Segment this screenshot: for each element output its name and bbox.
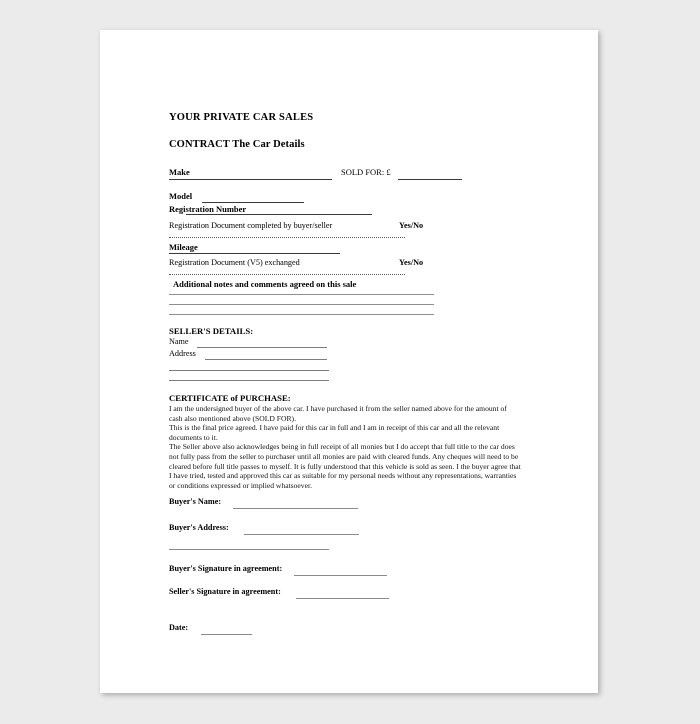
- mileage-label: Mileage: [169, 242, 198, 252]
- yes-no-option[interactable]: Yes/No: [399, 258, 424, 267]
- date-label: Date:: [169, 623, 189, 633]
- certificate-heading: CERTIFICATE of PURCHASE:: [169, 393, 291, 403]
- seller-name-label: Name: [169, 337, 189, 346]
- seller-address-write-line[interactable]: [169, 370, 329, 371]
- seller-name-row: [169, 337, 525, 349]
- mileage-row: [169, 242, 525, 255]
- seller-name-input-line[interactable]: [197, 347, 327, 348]
- registration-number-input-line[interactable]: [186, 214, 372, 215]
- buyer-address-input-line[interactable]: [244, 534, 359, 535]
- sold-for-label: SOLD FOR: £: [341, 167, 391, 177]
- buyer-signature-row: [169, 564, 525, 578]
- question-row-v5-exchanged: [169, 258, 525, 271]
- registration-number-row: [169, 204, 525, 217]
- page-title: YOUR PRIVATE CAR SALES: [169, 112, 314, 123]
- buyer-name-input-line[interactable]: [233, 508, 358, 509]
- seller-address-label: Address: [169, 349, 196, 358]
- yes-no-option[interactable]: Yes/No: [399, 221, 424, 230]
- make-label: Make: [169, 167, 190, 177]
- document-page: [100, 30, 598, 693]
- buyer-signature-label: Buyer's Signature in agreement:: [169, 564, 283, 574]
- buyer-address-label: Buyer's Address:: [169, 523, 229, 533]
- seller-address-write-line[interactable]: [169, 380, 329, 381]
- date-row: [169, 623, 525, 637]
- date-input-line[interactable]: [201, 634, 252, 635]
- notes-write-line[interactable]: [169, 304, 434, 305]
- question-row-registration-document: [169, 221, 525, 234]
- model-input-line[interactable]: [202, 202, 304, 203]
- additional-notes-label: Additional notes and comments agreed on this sale: [173, 279, 357, 289]
- buyer-address-row: [169, 523, 525, 537]
- model-row: [169, 191, 525, 204]
- registration-number-label: Registration Number: [169, 204, 247, 214]
- seller-address-input-line[interactable]: [205, 359, 327, 360]
- mileage-input-line[interactable]: [169, 253, 340, 254]
- buyer-name-row: [169, 497, 525, 511]
- notes-write-line[interactable]: [169, 294, 434, 295]
- contract-subtitle: CONTRACT The Car Details: [169, 139, 305, 150]
- buyer-address-write-line[interactable]: [169, 549, 329, 550]
- certificate-paragraph-3: The Seller above also acknowledges being in full receipt of all monies but I do accept that full title to the car does not fully pass from the seller to purchaser until all monies are paid with cleared funds. Any cheques will need to be cleared before full title passes to myself. It is fully understood that this vehicle is sold as seen. I the buyer agree that I have tried, tested and approved this car as suitable for my personal needs without any representations, warranties or conditions expressed or implied whatsoever.: [169, 442, 521, 490]
- sellers-details-heading: SELLER'S DETAILS:: [169, 326, 254, 336]
- dotted-separator: [169, 274, 405, 275]
- sold-for-input-line[interactable]: [398, 179, 462, 180]
- buyer-name-label: Buyer's Name:: [169, 497, 222, 507]
- seller-signature-line[interactable]: [296, 598, 389, 599]
- question-text: Registration Document (V5) exchanged: [169, 258, 300, 267]
- certificate-paragraph-1: I am the undersigned buyer of the above car. I have purchased it from the seller named above for the amount of cash also mentioned above (SOLD FOR).: [169, 404, 507, 423]
- make-row: [169, 167, 525, 181]
- buyer-signature-line[interactable]: [294, 575, 387, 576]
- contract-body: [169, 112, 525, 637]
- seller-signature-row: [169, 587, 525, 601]
- model-label: Model: [169, 191, 193, 201]
- question-text: Registration Document completed by buyer/seller: [169, 221, 333, 230]
- seller-address-row: [169, 349, 525, 361]
- notes-write-line[interactable]: [169, 314, 434, 315]
- dotted-separator: [169, 237, 405, 238]
- certificate-paragraph-2: This is the final price agreed. I have paid for this car in full and I am in receipt of this car and all the relevant documents to it.: [169, 423, 500, 442]
- make-input-line[interactable]: [169, 179, 332, 180]
- seller-signature-label: Seller's Signature in agreement:: [169, 587, 281, 597]
